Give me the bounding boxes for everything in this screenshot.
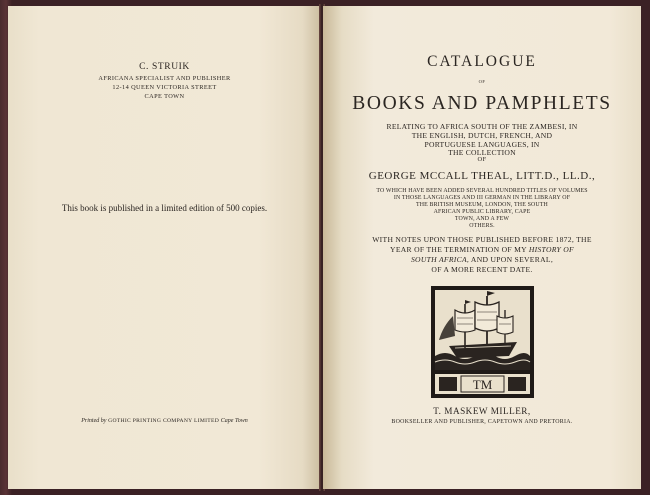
subtitle-line: THE COLLECTION: [448, 148, 516, 157]
added-titles-line: THE BRITISH MUSEUM, LONDON, THE SOUTH: [416, 202, 548, 208]
added-titles-line: TO WHICH HAVE BEEN ADDED SEVERAL HUNDRED TITLES OF VOLUMES: [376, 188, 588, 194]
notes-line: [323, 246, 641, 254]
author-name: GEORGE MCCALL THEAL, LITT.D., LL.D.,: [368, 170, 596, 182]
title-page: [323, 6, 641, 489]
publisher-line: AFRICANA SPECIALIST AND PUBLISHER: [98, 75, 231, 82]
notes-line: WITH NOTES UPON THOSE PUBLISHED BEFORE 1872, THE: [372, 235, 592, 244]
printers-mark-ship-icon: [431, 286, 534, 398]
subtitle-line: RELATING TO AFRICA SOUTH OF THE ZAMBESI, IN: [386, 122, 578, 131]
notes-text: YEAR OF THE TERMINATION OF MY: [390, 245, 527, 254]
publisher-line: 12-14 QUEEN VICTORIA STREET: [112, 84, 217, 91]
printer-name: GOTHIC PRINTING COMPANY LIMITED: [108, 418, 220, 424]
publisher-line: CAPE TOWN: [144, 93, 185, 100]
printers-mark-monogram: TM: [472, 377, 493, 392]
publisher-name: T. MASKEW MILLER,: [433, 406, 531, 416]
added-titles-line: AFRICAN PUBLIC LIBRARY, CAPE: [433, 209, 531, 215]
title-catalogue: CATALOGUE: [427, 53, 537, 70]
title-books-and-pamphlets: BOOKS AND PAMPHLETS: [352, 93, 612, 114]
notes-line: [323, 256, 641, 264]
title-of-2: OF: [477, 156, 487, 163]
printer-credit: [8, 418, 321, 425]
added-titles-line: OTHERS.: [469, 223, 495, 229]
notes-line: OF A MORE RECENT DATE.: [431, 265, 533, 274]
publisher-name: C. STRUIK: [139, 62, 190, 72]
printed-by-label: Printed by: [81, 418, 107, 424]
subtitle-line: PORTUGUESE LANGUAGES, IN: [424, 140, 540, 149]
printer-city: Cape Town: [220, 418, 248, 424]
notes-italic: SOUTH AFRICA,: [410, 255, 470, 264]
publisher-details: BOOKSELLER AND PUBLISHER, CAPETOWN AND PRETORIA.: [391, 419, 573, 425]
notes-italic: HISTORY OF: [528, 245, 574, 254]
added-titles-line: TOWN, AND A FEW: [454, 216, 510, 222]
added-titles-line: IN THOSE LANGUAGES AND III GERMAN IN THE LIBRARY OF: [393, 195, 571, 201]
subtitle-line: THE ENGLISH, DUTCH, FRENCH, AND: [411, 131, 553, 140]
title-of: OF: [478, 79, 486, 84]
left-page: [8, 6, 321, 489]
edition-note: This book is published in a limited edition of 500 copies.: [61, 203, 268, 213]
notes-text: AND UPON SEVERAL,: [470, 255, 554, 264]
